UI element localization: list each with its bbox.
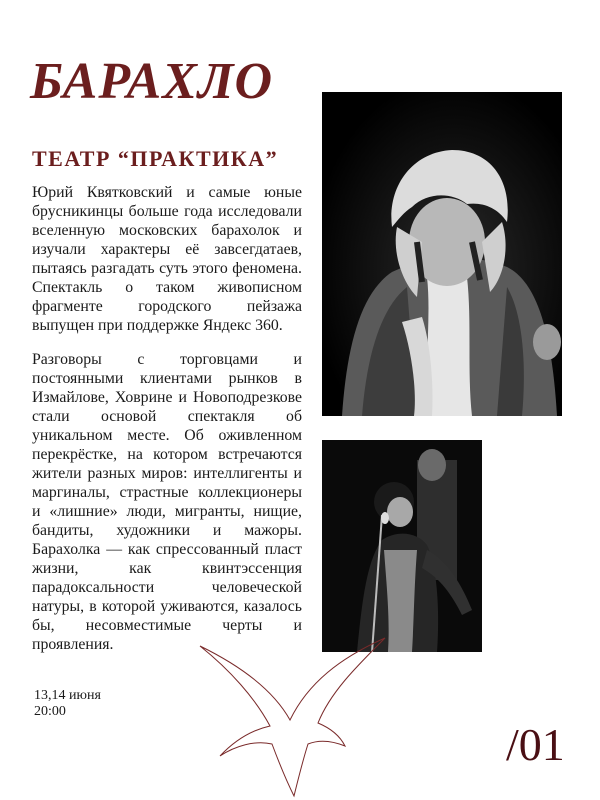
event-time: 20:00 xyxy=(34,704,66,719)
description-paragraph-1: Юрий Квятковский и самые юные брусникинцы больше года исследовали вселенную московских барахолок и изучали характеры её завсегдатаев, пытаясь разгадать суть этого феномена. Спектакль о таком живописном фрагменте городского пейзажа выпущен при поддержке Яндекс 360. xyxy=(32,184,302,334)
description-paragraph-2: Разговоры с торговцами и постоянными клиентами рынков в Измайлове, Ховрине и Новоподрезкове стали основой спектакля об уникальном месте. Об оживленном перекрёстке, на котором встречаются жители разных миров: интеллигенты и маргиналы, страстные коллекционеры и «лишние» люди, мигранты, нищие, бандиты, художники и мажоры. Барахолка — как спрессованный пласт жизни, как квинтэссенция парадоксальности человеческой натуры, в которой уживаются, казалось бы, несовместимые черты и проявления. xyxy=(32,351,302,653)
page-number: /01 xyxy=(506,719,565,770)
description xyxy=(32,183,302,669)
actor-in-fur-hat-photo xyxy=(322,92,562,416)
event-dates: 13,14 июня xyxy=(34,688,101,703)
swallow-outline-icon xyxy=(190,628,390,800)
singer-with-microphone-photo xyxy=(322,440,482,652)
theatre-name: ТЕАТР “ПРАКТИКА” xyxy=(32,146,279,171)
poster-title: БАРАХЛО xyxy=(30,53,274,110)
event-date xyxy=(34,688,101,720)
